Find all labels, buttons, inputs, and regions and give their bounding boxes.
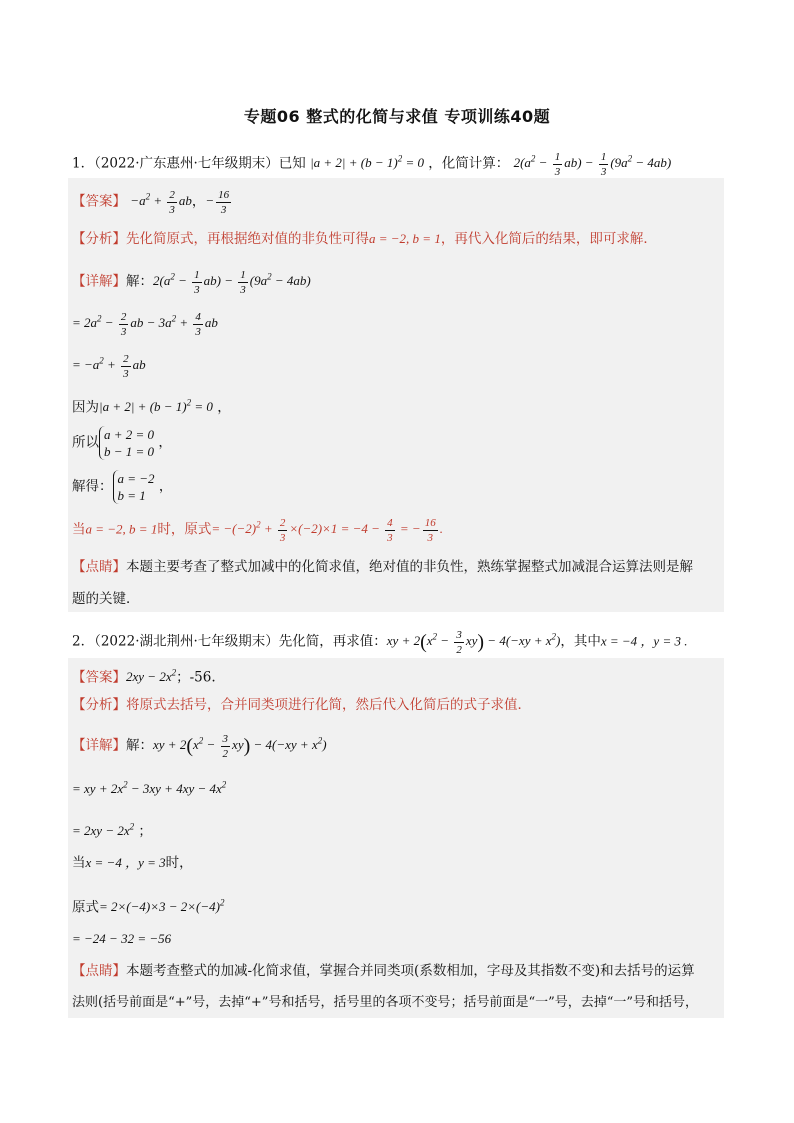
- q2-original: 原式= $2\times(-4)\times 3 - 2\times(-4)^2$: [72, 898, 225, 916]
- q2-analysis: 【分析】将原式去括号，合并同类项进行化简，然后代入化简后的式子求值．: [72, 697, 531, 713]
- detail-label: 【详解】: [72, 273, 126, 290]
- comment-label: 【点睛】: [72, 559, 126, 575]
- q1-analysis: 【分析】先化简原式，再根据绝对值的非负性可得a = −2, b = 1，再代入化简后的结果，即可求解．: [72, 231, 657, 247]
- q2-substitute: 当x = −4 ，y = 3时，: [72, 855, 193, 871]
- q2-detail: 【详解】解：xy + $2(x^2$ − $\frac{3}{2}$ $xy) - 4(-xy + x^2)$: [72, 733, 327, 760]
- q1-comment-cont: 题的关键．: [72, 591, 140, 607]
- q2-stem: 2．（2022·湖北荆州·七年级期末）先化简，再求值：xy + $2(x^2$ − $\frac{3}{2}$ $xy) - 4(-xy + x^2)$，其中x = −4 ，y = 3 .: [72, 629, 688, 656]
- q2-answer: 【答案】$2xy - 2x^2$；-56.: [72, 668, 216, 686]
- q1-solve: 解得： a = −2 b = 1 ，: [72, 471, 173, 503]
- analysis-label: 【分析】: [72, 231, 126, 247]
- q1-stem: [72, 150, 671, 179]
- q1-because: 因为$|a + 2| + (b - 1)^2 = 0$ ，: [72, 398, 231, 416]
- q1-condition-math: $|a + 2| + (b - 1)^2 = 0$: [310, 154, 424, 171]
- answer-label: 【答案】: [72, 193, 126, 210]
- q1-stem-mid: ，化简计算：: [428, 155, 510, 172]
- q1-system: a + 2 = 0 b − 1 = 0: [99, 426, 154, 460]
- q1-comment: 【点睛】本题主要考查了整式加减中的化简求值，绝对值的非负性，熟练掌握整式加减混合运算法则是解: [72, 559, 693, 575]
- q1-answer: 【答案】 $-a^2$ + $\frac{2}{3}$ ab，− $\frac{16}{3}$: [72, 189, 230, 216]
- q2-result: = −24 − 32 = −56: [72, 931, 172, 946]
- q1-so: 所以 a + 2 = 0 b − 1 = 0 ，: [72, 427, 172, 459]
- q2-step-1: = xy + $2x^2 - 3xy + 4xy - 4x^2$: [72, 780, 227, 797]
- q1-step-1: = $2a^2$ − $\frac{2}{3}$ ab − $3a^2$ + $\frac{4}{3}$ ab: [72, 311, 218, 338]
- q1-solution-system: a = −2 b = 1: [113, 470, 155, 504]
- q1-stem-prefix: 1．（2022·广东惠州·七年级期末）已知: [72, 155, 306, 172]
- q1-step-2: = $-a^2$ + $\frac{2}{3}$ ab: [72, 353, 146, 380]
- page-title: 专题06 整式的化简与求值 专项训练40题: [243, 107, 551, 126]
- q2-step-2: = $2xy - 2x^2$ ；: [72, 822, 152, 840]
- q2-comment: 【点睛】本题考查整式的加减-化简求值，掌握合并同类项(系数相加，字母及其指数不变)和去括号的运算: [72, 963, 695, 979]
- q1-expression-math: $2(a^2$ − $\frac{1}{3}$ ab) − $\frac{1}{3}$ $(9a^2 - 4ab)$: [513, 151, 672, 178]
- q2-comment-cont: 法则(括号前面是“+”号，去掉“+”号和括号，括号里的各项不变号；括号前面是“一”号，去掉“一”号和括号，: [72, 995, 699, 1010]
- q1-detail: 【详解】解：$2(a^2$ − $\frac{1}{3}$ ab) − $\frac{1}{3}$ $(9a^2 - 4ab)$: [72, 269, 311, 296]
- q1-substitute: 当a = −2, b = 1时，原式= $-(-2)^2$ + $\frac{2}{3}$ ×(−2)×1 = −4 − $\frac{4}{3}$ = − $\frac{16}{3}$ .: [72, 517, 443, 544]
